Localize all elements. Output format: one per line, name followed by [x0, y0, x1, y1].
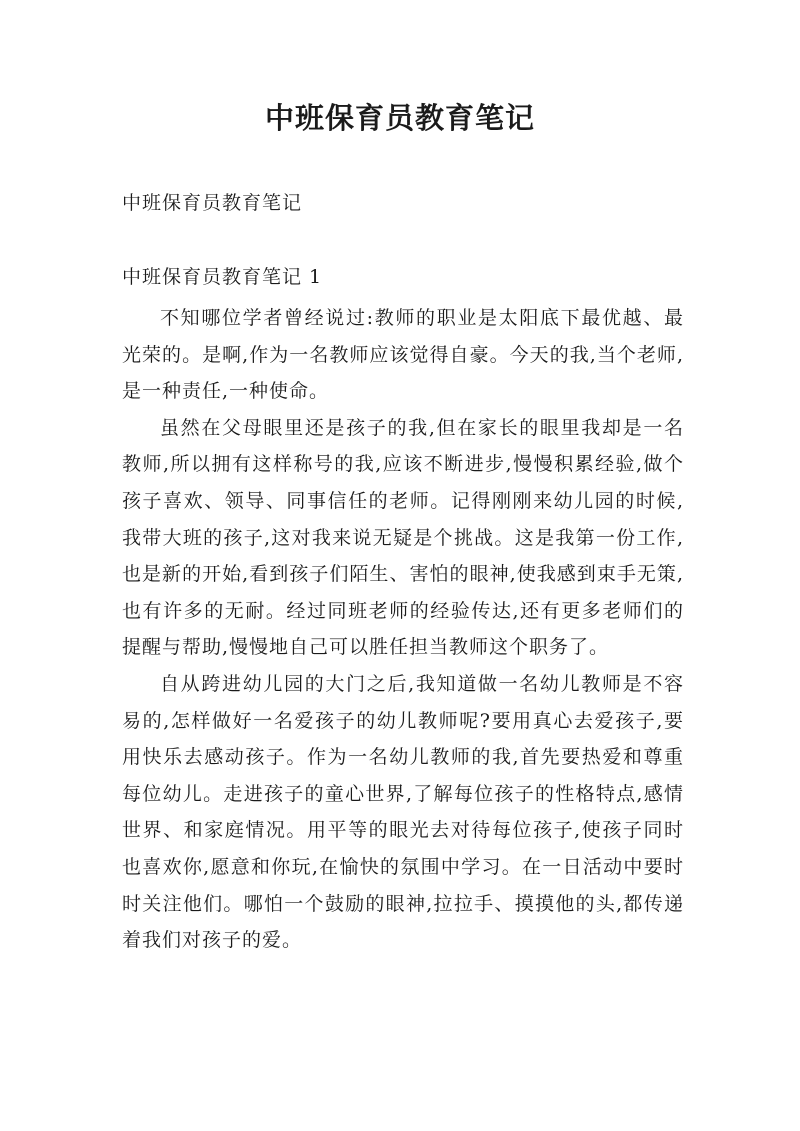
- section-heading: 中班保育员教育笔记 1: [122, 266, 323, 288]
- paragraph: 虽然在父母眼里还是孩子的我,但在家长的眼里我却是一名教师,所以拥有这样称号的我,应该不断进步,慢慢积累经验,做个孩子喜欢、领导、同事信任的老师。记得刚刚来幼儿园的时候,我带大班的孩子,这对我来说无疑是个挑战。这是我第一份工作,也是新的开始,看到孩子们陌生、害怕的眼神,使我感到束手无策,也有许多的无耐。经过同班老师的经验传达,还有更多老师们的提醒与帮助,慢慢地自己可以胜任担当教师这个职务了。: [122, 416, 684, 659]
- paragraph: 不知哪位学者曾经说过:教师的职业是太阳底下最优越、最光荣的。是啊,作为一名教师应该觉得自豪。今天的我,当个老师,是一种责任,一种使命。: [122, 307, 684, 403]
- document-body: [122, 300, 684, 959]
- paragraph: 自从跨进幼儿园的大门之后,我知道做一名幼儿教师是不容易的,怎样做好一名爱孩子的幼儿教师呢?要用真心去爱孩子,要用快乐去感动孩子。作为一名幼儿教师的我,首先要热爱和尊重每位幼儿。走进孩子的童心世界,了解每位孩子的性格特点,感情世界、和家庭情况。用平等的眼光去对待每位孩子,使孩子同时也喜欢你,愿意和你玩,在愉快的氛围中学习。在一日活动中要时时关注他们。哪怕一个鼓励的眼神,拉拉手、摸摸他的头,都传递着我们对孩子的爱。: [122, 672, 684, 952]
- document-subtitle: 中班保育员教育笔记: [122, 192, 303, 214]
- document-title: 中班保育员教育笔记: [264, 101, 535, 135]
